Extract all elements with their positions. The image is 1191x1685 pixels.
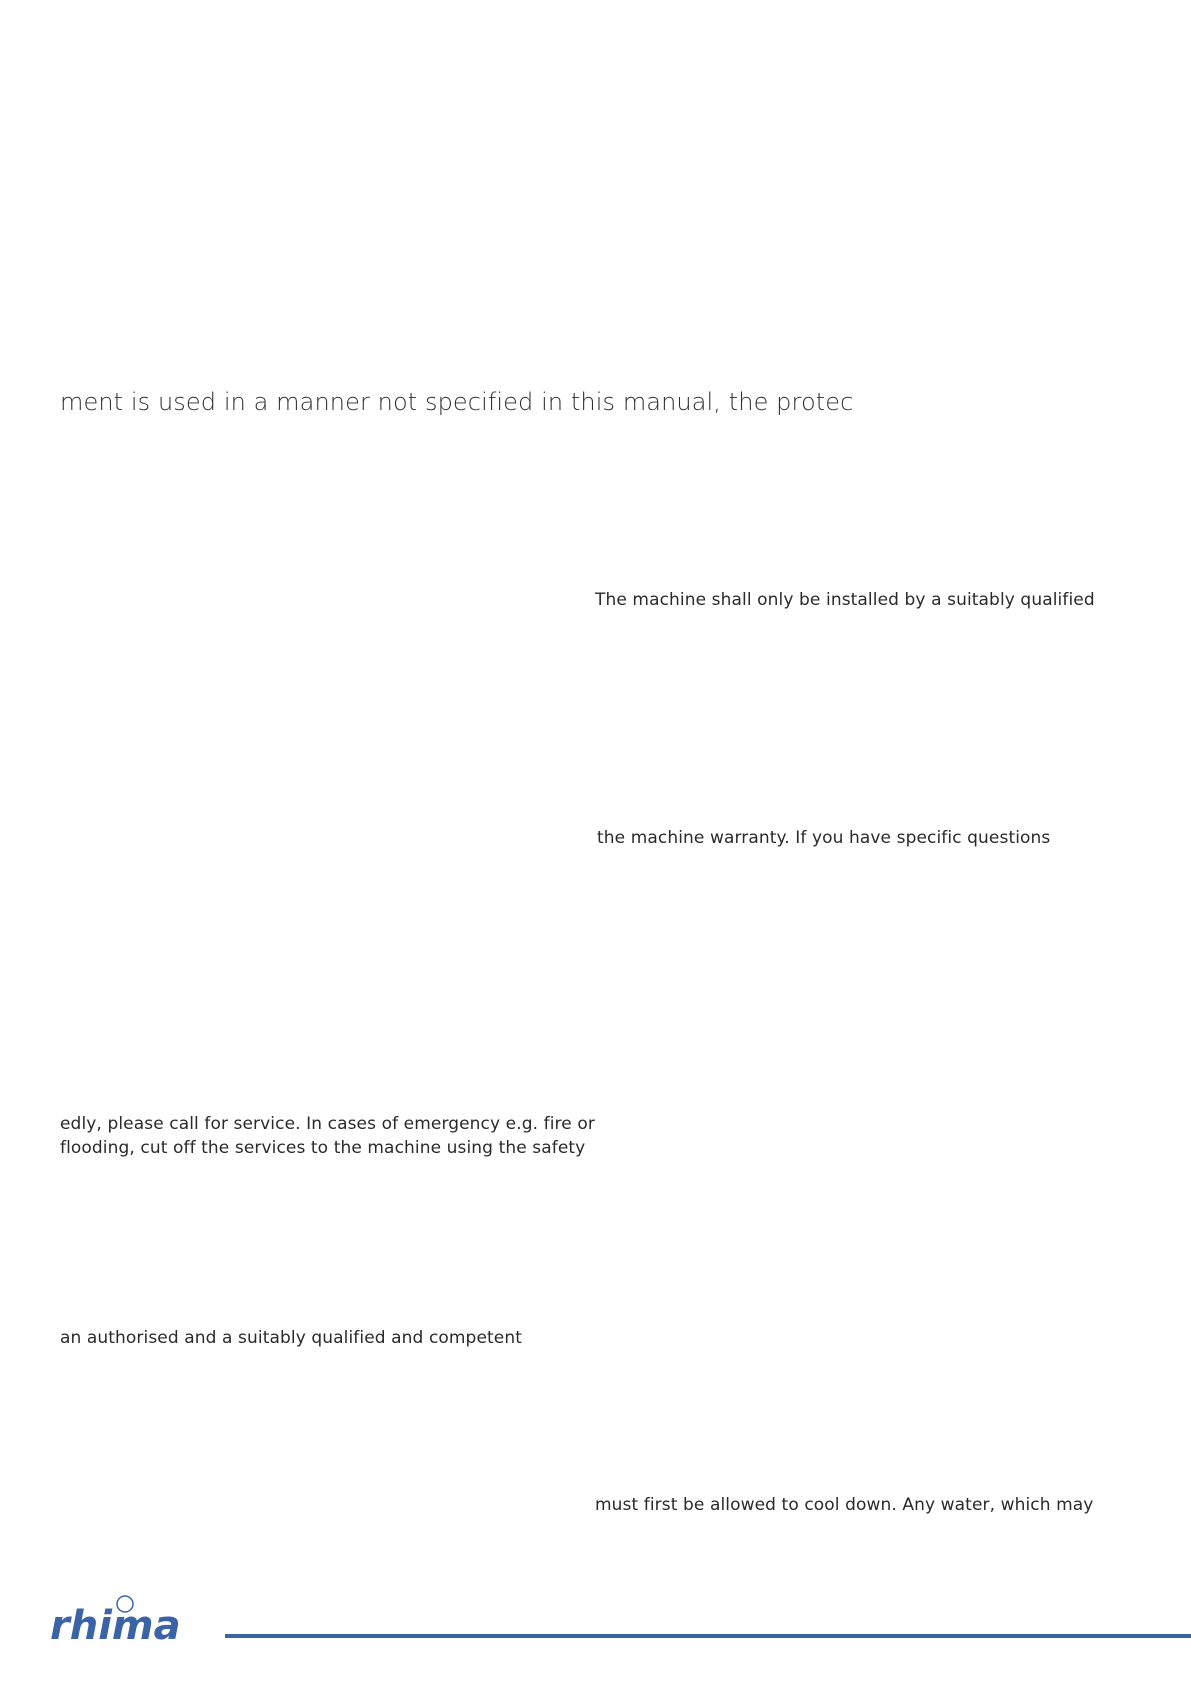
logo-wordmark: rhima: [50, 1603, 181, 1644]
authorised-fragment: an authorised and a suitably qualified and competent: [60, 1328, 522, 1348]
emergency-fragment: [60, 1112, 595, 1160]
rhima-logo-icon: [50, 1592, 210, 1644]
intro-fragment-large: ment is used in a manner not specified in this manual, the protec: [60, 388, 854, 416]
rhima-logo: [50, 1592, 210, 1644]
warranty-fragment: the machine warranty. If you have specific questions: [597, 828, 1051, 848]
cool-down-fragment: must first be allowed to cool down. Any water, which may: [595, 1495, 1094, 1515]
emergency-line-2: flooding, cut off the services to the machine using the safety: [60, 1138, 586, 1158]
footer-rule: [225, 1634, 1191, 1638]
install-fragment: The machine shall only be installed by a suitably qualified: [595, 590, 1095, 610]
emergency-line-1: edly, please call for service. In cases of emergency e.g. fire or: [60, 1114, 595, 1134]
